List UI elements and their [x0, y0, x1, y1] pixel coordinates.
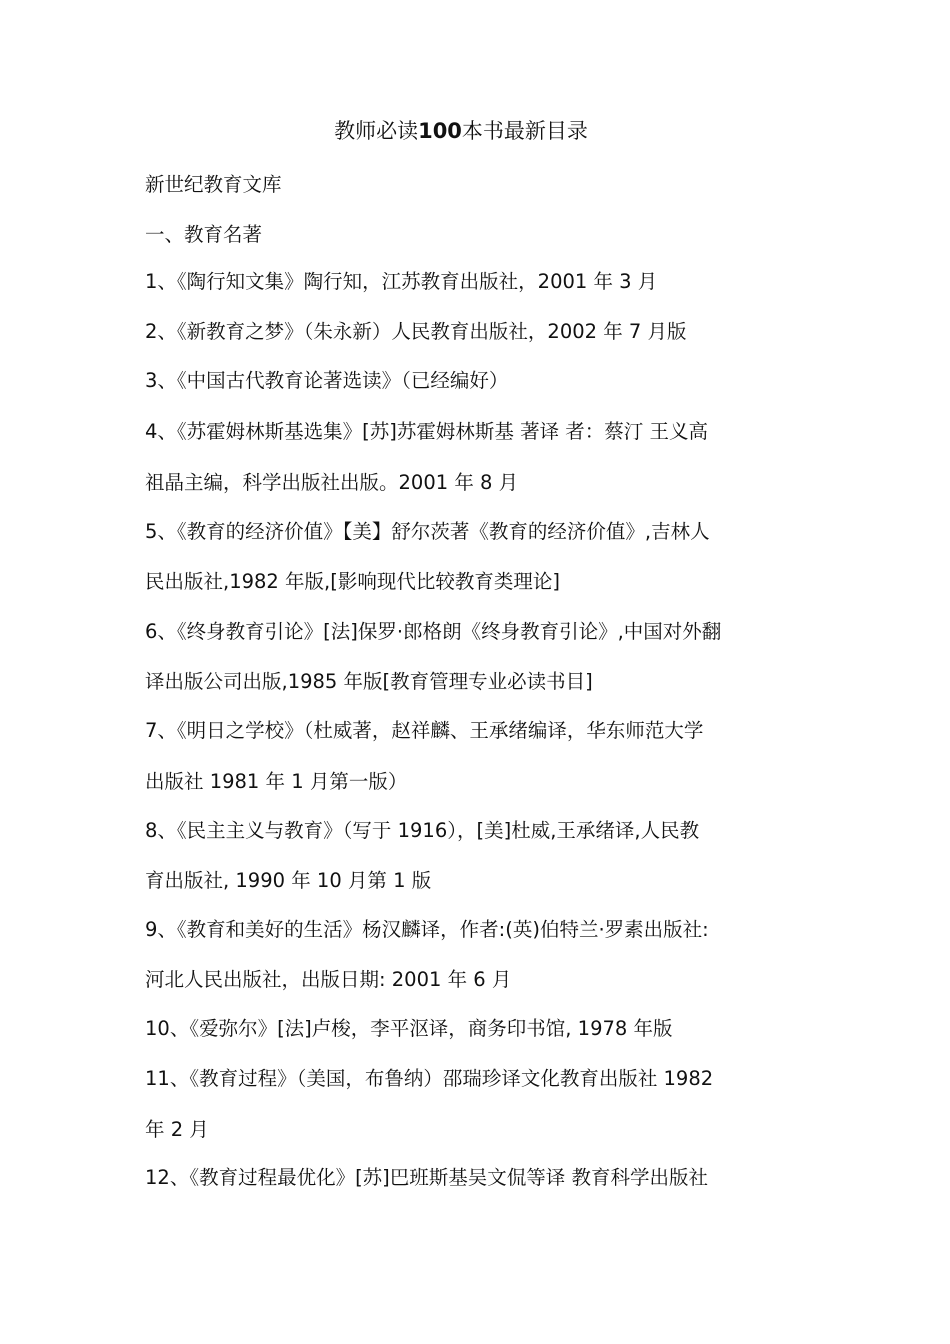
- text-line: 1、《陶行知文集》陶行知，江苏教育出版社，2001 年 3 月: [145, 270, 658, 293]
- text-line: 6、《终身教育引论》[法]保罗·郎格朗《终身教育引论》,中国对外翻: [145, 620, 722, 643]
- text-line: 4、《苏霍姆林斯基选集》[苏]苏霍姆林斯基 著译 者：蔡汀 王义高: [145, 420, 708, 443]
- text-line: 5、《教育的经济价值》【美】舒尔茨著《教育的经济价值》,吉林人: [145, 520, 710, 543]
- text-line: 12、《教育过程最优化》[苏]巴班斯基吴文侃等译 教育科学出版社: [145, 1166, 708, 1189]
- page-title: [0, 116, 922, 146]
- section-heading: 一、教育名著: [145, 223, 263, 246]
- text-line: 祖晶主编，科学出版社出版。2001 年 8 月: [145, 471, 519, 494]
- text-line: 2、《新教育之梦》（朱永新）人民教育出版社，2002 年 7 月版: [145, 320, 687, 343]
- text-line: 年 2 月: [145, 1118, 209, 1141]
- title-suffix: 本书最新目录: [461, 119, 588, 143]
- subtitle: 新世纪教育文库: [145, 173, 282, 196]
- text-line: 8、《民主主义与教育》（写于 1916），[美]杜威,王承绪译,人民教: [145, 819, 700, 842]
- text-line: 7、《明日之学校》（杜威著，赵祥麟、王承绪编译，华东师范大学: [145, 719, 704, 742]
- title-number: 100: [418, 119, 462, 143]
- text-line: 译出版公司出版,1985 年版[教育管理专业必读书目]: [145, 670, 593, 693]
- text-line: 3、《中国古代教育论著选读》（已经编好）: [145, 369, 509, 392]
- text-line: 育出版社, 1990 年 10 月第 1 版: [145, 869, 432, 892]
- text-line: 10、《爱弥尔》[法]卢梭，李平沤译，商务印书馆, 1978 年版: [145, 1017, 673, 1040]
- text-line: 出版社 1981 年 1 月第一版）: [145, 770, 408, 793]
- title-prefix: 教师必读: [334, 119, 419, 143]
- text-line: 河北人民出版社，出版日期: 2001 年 6 月: [145, 968, 512, 991]
- text-line: 民出版社,1982 年版,[影响现代比较教育类理论]: [145, 570, 560, 593]
- text-line: 9、《教育和美好的生活》杨汉麟译，作者:(英)伯特兰·罗素出版社:: [145, 918, 709, 941]
- text-line: 11、《教育过程》（美国，布鲁纳）邵瑞珍译文化教育出版社 1982: [145, 1067, 714, 1090]
